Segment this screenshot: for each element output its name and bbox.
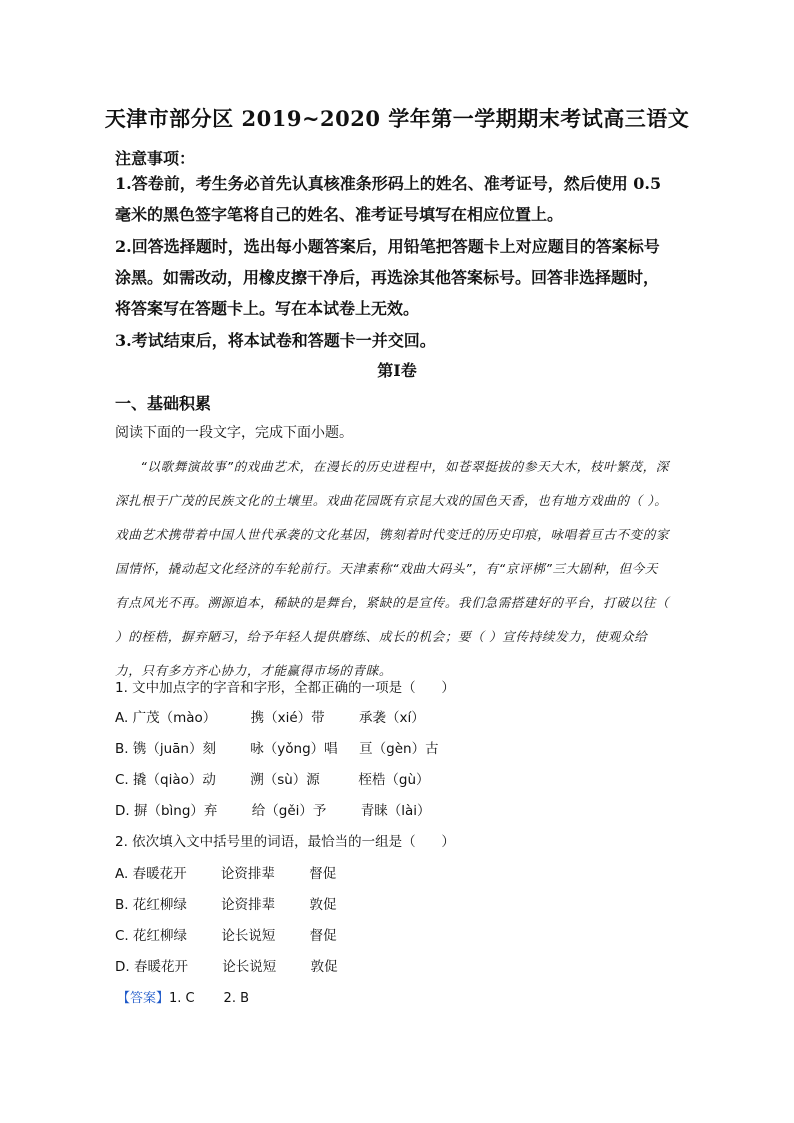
notice-item-3: 3.考试结束后，将本试卷和答题卡一并交回。 (115, 331, 436, 350)
question-2-option-b: B. 花红柳绿 论资排辈 敦促 (115, 897, 337, 913)
exam-title: 天津市部分区 2019~2020 学年第一学期期末考试高三语文 (104, 106, 690, 131)
part-heading: 第Ⅰ卷 (377, 361, 417, 380)
question-2-option-a: A. 春暖花开 论资排辈 督促 (115, 866, 337, 882)
reading-instruction: 阅读下面的一段文字，完成下面小题。 (115, 425, 353, 441)
question-2-option-c: C. 花红柳绿 论长说短 督促 (115, 928, 337, 944)
question-1-option-d: D. 摒（bìng）弃 给（gěi）予 青睐（lài） (115, 803, 431, 819)
question-1-option-b: B. 镌（juān）刻 咏（yǒng）唱 亘（gèn）古 (115, 741, 439, 757)
question-2-stem: 2. 依次填入文中括号里的词语，最恰当的一组是（ ） (115, 834, 455, 850)
question-1-option-a: A. 广茂（mào） 携（xié）带 承袭（xí） (115, 710, 425, 726)
answer-line (117, 987, 249, 1006)
section-heading: 一、基础积累 (115, 394, 212, 413)
notice-item-1: 1.答卷前，考生务必首先认真核准条形码上的姓名、准考证号，然后使用 0.5毫米的黑色签字笔将自己的姓名、准考证号填写在相应位置上。 (115, 174, 662, 224)
reading-passage: “以歌舞演故事”的戏曲艺术，在漫长的历史进程中，如苍翠挺拔的参天大木，枝叶繁茂，深深扎根于广茂的民族文化的土壤里。戏曲花园既有京昆大戏的国色天香，也有地方戏曲的（ ）。戏曲艺术携带着中国人世代承袭的文化基因，镌刻着时代变迁的历史印痕，咏唱着亘古不变的家国情怀，撬动起文化经济的车轮前行。天津素称“戏曲大码头”，有“京评梆”三大剧种，但今天有点风光不再。溯源追本，稀缺的是舞台，紧缺的是宣传。我们急需搭建好的平台，打破以往（ ）的桎梏，摒弃陋习，给予年轻人提供磨练、成长的机会；要（ ）宣传持续发力，使观众给力，只有多方齐心协力，才能赢得市场的青睐。 (115, 459, 670, 678)
notice-heading: 注意事项： (115, 149, 196, 168)
answer-tag: 【答案】 (117, 991, 170, 1006)
question-1-stem: 1. 文中加点字的字音和字形，全都正确的一项是（ ） (115, 680, 455, 696)
notice-item-2: 2.回答选择题时，选出每小题答案后，用铅笔把答题卡上对应题目的答案标号涂黑。如需改动，用橡皮擦干净后，再选涂其他答案标号。回答非选择题时，将答案写在答题卡上。写在本试卷上无效。 (115, 237, 660, 318)
question-1-option-c: C. 撬（qiào）动 溯（sù）源 桎梏（gù） (115, 772, 430, 788)
question-2-option-d: D. 春暖花开 论长说短 敦促 (115, 959, 338, 975)
answer-values: 1. C 2. B (169, 991, 250, 1006)
